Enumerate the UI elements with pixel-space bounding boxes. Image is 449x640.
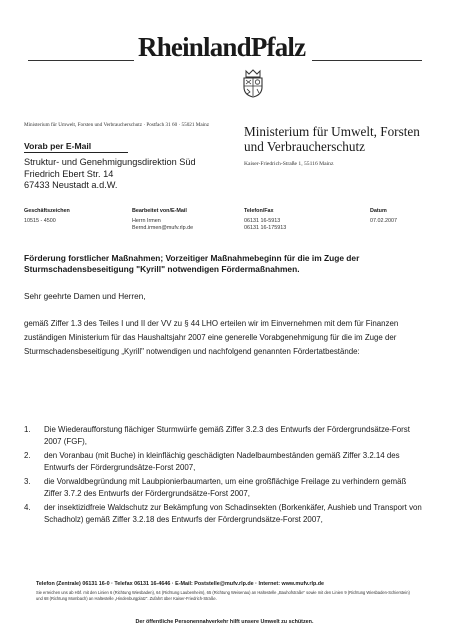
recipient-line-2: Friedrich Ebert Str. 14 [24,168,114,179]
fax-number: 06131 16-175913 [244,225,287,231]
sender-return-address: Ministerium für Umwelt, Forsten und Verbraucherschutz · Postfach 31 60 · 55021 Mainz [24,122,210,128]
letterhead-rule-right [312,60,422,61]
list-item-text: die Vorwaldbegründung mit Laubpionierbaumarten, um eine großflächige Freilage zu verhindern gemäß Ziffer 3.7.2 des Entwurfs der Fördergrundsätze-Forst 2007, [44,477,407,499]
delivery-note-underline [24,152,128,153]
ministry-name [244,124,420,154]
phone-number: 06131 16-5913 [244,218,281,224]
handler-info [132,218,193,232]
letterhead-brand: RheinlandPfalz [138,32,306,62]
list-item-number: 3. [24,477,31,486]
handler-email: Bernd.irmen@mufv.rlp.de [132,225,194,231]
date-value: 07.02.2007 [370,218,397,224]
delivery-note: Vorab per E-Mail [24,141,92,151]
measures-list [24,424,426,528]
list-item [24,450,426,474]
footer-transit-info: Sie erreichen uns ab Hbf. mit den Linien 6 (Richtung Wiesbaden), 64 (Richtung Laubenheim), 65 (Richtung Weisenau) an Haltestelle „Bauhofstraße" sowie mit den Linien 9 (Richtung Wiesbaden-Schierstein) und 68 (Richtung Mombach) an Haltestelle „Hindenburgplatz". Zufahrt über Kaiser-Friedrich-Straße. [36,590,410,601]
coat-of-arms-icon [242,68,264,98]
list-item-text: Die Wiederaufforstung flächiger Sturmwürfe gemäß Ziffer 3.2.3 des Entwurfs der Fördergrundsätze-Forst 2007 (FGF), [44,425,410,447]
recipient-address [24,157,196,192]
list-item [24,424,426,448]
reference-label: Geschäftszeichen [24,208,70,214]
footer-contact: Telefon (Zentrale) 06131 16-0 · Telefax 06131 16-4646 · E-Mail: Poststelle@mufv.rlp.de · Internet: www.mufv.rlp.de [36,581,325,587]
list-item-number: 2. [24,451,31,460]
list-item [24,502,426,526]
letter-subject: Förderung forstlicher Maßnahmen; Vorzeitiger Maßnahmebeginn für die im Zuge der Sturmschadensbeseitigung "Kyrill" notwendigen Fördermaßnahmen. [24,253,360,274]
list-item-text: der insektizidfreie Waldschutz zur Bekämpfung von Schadinsekten (Borkenkäfer, Aushieb und Transport von Schadholz) gemäß Ziffer 3.2.18 des Entwurfs der Fördergrundsätze-Forst 2007, [44,503,422,525]
salutation: Sehr geehrte Damen und Herren, [24,292,146,301]
ministry-name-line-1: Ministerium für Umwelt, Forsten [244,124,420,139]
handler-name: Herrn Irmen [132,218,161,224]
handler-label: Bearbeitet von/E-Mail [132,208,187,214]
phone-fax-label: Telefon/Fax [244,208,274,214]
list-item-number: 1. [24,425,31,434]
intro-paragraph: gemäß Ziffer 1.3 des Teiles I und II der VV zu § 44 LHO erteilen wir im Einvernehmen mit dem für Finanzen zuständigen Ministerium für das Haushaltsjahr 2007 eine generelle Vorabgenehmigung für die im Zuge der Sturmschadensbeseitigung „Kyrill" notwendigen und nachfolgend genannten Fördertatbestände: [24,319,399,357]
reference-value: 10515 - 4500 [24,218,56,224]
recipient-line-1: Struktur- und Genehmigungsdirektion Süd [24,157,196,167]
list-item-text: den Voranbau (mit Buche) in kleinflächig geschädigten Nadelbaumbeständen gemäß Ziffer 3.2.14 des Entwurfs der Fördergrundsätze-Forst 2007, [44,451,400,473]
phone-fax-info [244,218,286,232]
letterhead-rule-left [28,60,134,61]
list-item [24,476,426,500]
list-item-number: 4. [24,503,31,512]
recipient-line-3: 67433 Neustadt a.d.W. [24,180,118,190]
date-label: Datum [370,208,387,214]
ministry-name-line-2: und Verbraucherschutz [244,139,365,154]
ministry-address: Kaiser-Friedrich-Straße 1, 55116 Mainz [244,161,334,167]
footer-motto: Der öffentliche Personennahverkehr hilft unsere Umwelt zu schützen. [135,619,314,625]
